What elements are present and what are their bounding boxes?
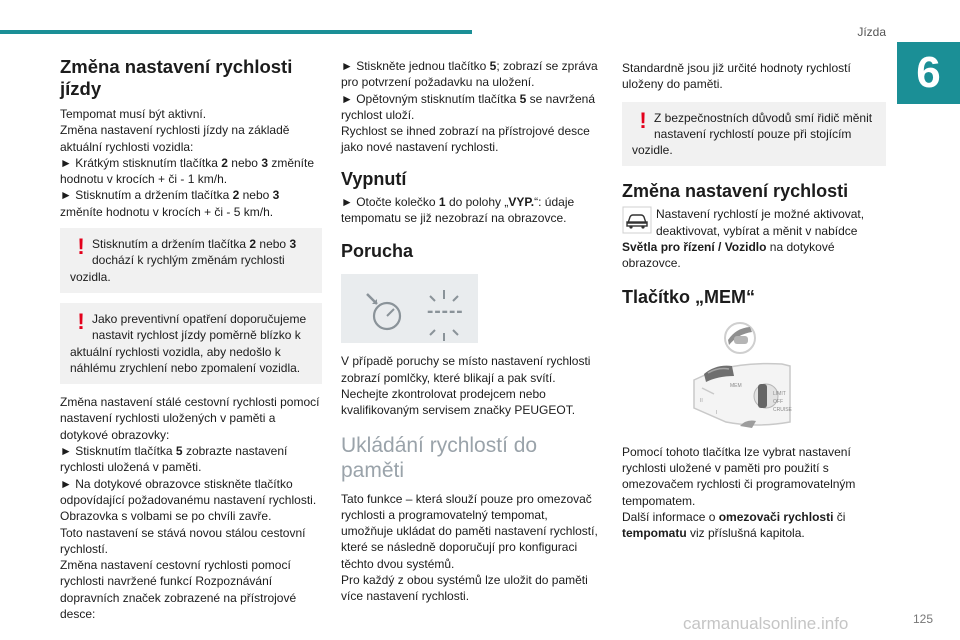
section-heading-off: Vypnutí [341, 168, 407, 189]
paragraph: Toto nastavení se stává novou stálou cestovní rychlostí. [60, 525, 306, 556]
section-heading-change-settings: Změna nastavení rychlosti [622, 181, 849, 202]
paragraph: Další informace o omezovači rychlosti či tempomatu viz příslušná kapitola. [622, 509, 846, 541]
fault-dashes: ----- [427, 301, 464, 323]
warning-box: ! Jako preventivní opatření doporučujeme nastavit rychlost jízdy poměrně blízko k aktuální rychlosti vozidla, aby nedošlo k náhlému zrychlení nebo zpomalení vozidla. [60, 303, 322, 384]
mem-button-figure [686, 318, 796, 436]
paragraph: Změna nastavení stálé cestovní rychlosti pomocí nastavení rychlosti uložených v paměti a dotykové obrazovky: [60, 395, 320, 442]
vehicle-info-icon [622, 206, 652, 234]
paragraph: Rychlost se ihned zobrazí na přístrojové desce jako nové nastavení rychlosti. [341, 124, 590, 155]
chapter-title: Jízda [857, 25, 886, 39]
warning-box: ! Z bezpečnostních důvodů smí řidič měnit nastavení rychlostí pouze při stojícím vozidle. [622, 102, 886, 167]
paragraph: Nechejte zkontrolovat prodejcem nebo kvalifikovaným servisem značky PEUGEOT. [341, 386, 576, 418]
paragraph: ► Krátkým stisknutím tlačítka 2 nebo 3 změníte hodnotu v krocích + či - 1 km/h. [60, 155, 315, 187]
svg-text:I: I [716, 409, 718, 416]
paragraph: Obrazovka s volbami se po chvíli zavře. [60, 509, 272, 524]
warning-icon: ! [77, 234, 85, 260]
chapter-number-badge: 6 [897, 42, 960, 104]
paragraph: ► Opětovným stisknutím tlačítka 5 se navržená rychlost uloží. [341, 91, 596, 122]
section-heading-change-speed: Změna nastavení rychlosti jízdy [60, 56, 293, 99]
steering-wheel-icon [686, 318, 796, 436]
paragraph: ► Otočte kolečko 1 do polohy „VYP.“: údaje tempomatu se již nezobrazí na obrazovce. [341, 194, 575, 226]
warning-icon: ! [639, 107, 647, 133]
section-heading-mem-button: Tlačítko „MEM“ [622, 286, 756, 307]
paragraph: Tempomat musí být aktivní. [60, 107, 207, 121]
fault-display-figure [341, 274, 478, 343]
header-accent-bar [0, 30, 472, 34]
vehicle-menu-paragraph: Nastavení rychlostí je možné aktivovat, deaktivovat, vybírat a měnit v nabídce Světla pro řízení / Vozidlo na dotykové obrazovce. [622, 207, 865, 271]
mem-label: MEM [730, 382, 742, 389]
paragraph: V případě poruchy se místo nastavení rychlosti zobrazí pomlčky, které blikají a pak svítí. [341, 354, 591, 385]
column-1 [60, 56, 322, 622]
column-3 [622, 60, 886, 541]
paragraph: Tato funkce – která slouží pouze pro omezovač rychlosti a programovatelný tempomat, umožňuje ukládat do paměti nastavení rychlostí, které se následně doporučují pro konfiguraci těchto dvou systémů. [341, 491, 598, 571]
paragraph: ► Na dotykové obrazovce stiskněte tlačítko odpovídající požadovanému nastavení rychlosti. [60, 476, 317, 507]
cruise-label: CRUISE [773, 406, 792, 413]
paragraph: Standardně jsou již určité hodnoty rychlostí uloženy do paměti. [622, 61, 851, 92]
paragraph: Změna nastavení rychlosti jízdy na základě aktuální rychlosti vozidla: [60, 123, 290, 154]
paragraph: Změna nastavení cestovní rychlosti pomocí rychlosti navržené funkcí Rozpoznávání dopravních značek zobrazené na přístrojové desce: [60, 558, 297, 622]
watermark: carmanualsonline.info [683, 614, 849, 633]
paragraph: Pomocí tohoto tlačítka lze vybrat nastavení rychlosti uložené v paměti pro použití s omezovačem rychlosti či programovatelným tempomatem. [622, 444, 856, 508]
svg-text:II: II [700, 397, 703, 404]
warning-box: ! Stisknutím a držením tlačítka 2 nebo 3 dochází k rychlým změnám rychlosti vozidla. [60, 228, 322, 293]
section-heading-speed-memory: Ukládání rychlostí do paměti [341, 433, 538, 482]
paragraph: Pro každý z obou systémů lze uložit do paměti více nastavení rychlosti. [341, 573, 588, 604]
warning-icon: ! [77, 308, 85, 334]
limit-label: LIMIT [773, 390, 786, 397]
section-heading-fault: Porucha [341, 241, 414, 262]
paragraph: ► Stisknutím tlačítka 5 zobrazte nastavení rychlosti uložená v paměti. [60, 444, 288, 475]
paragraph: ► Stiskněte jednou tlačítko 5; zobrazí se zpráva pro potvrzení požadavku na uložení. [341, 59, 598, 90]
column-2 [341, 58, 603, 605]
off-label: OFF [773, 398, 783, 405]
paragraph: ► Stisknutím a držením tlačítka 2 nebo 3 změníte hodnotu v krocích + či - 5 km/h. [60, 188, 280, 219]
page-number: 125 [912, 612, 933, 626]
